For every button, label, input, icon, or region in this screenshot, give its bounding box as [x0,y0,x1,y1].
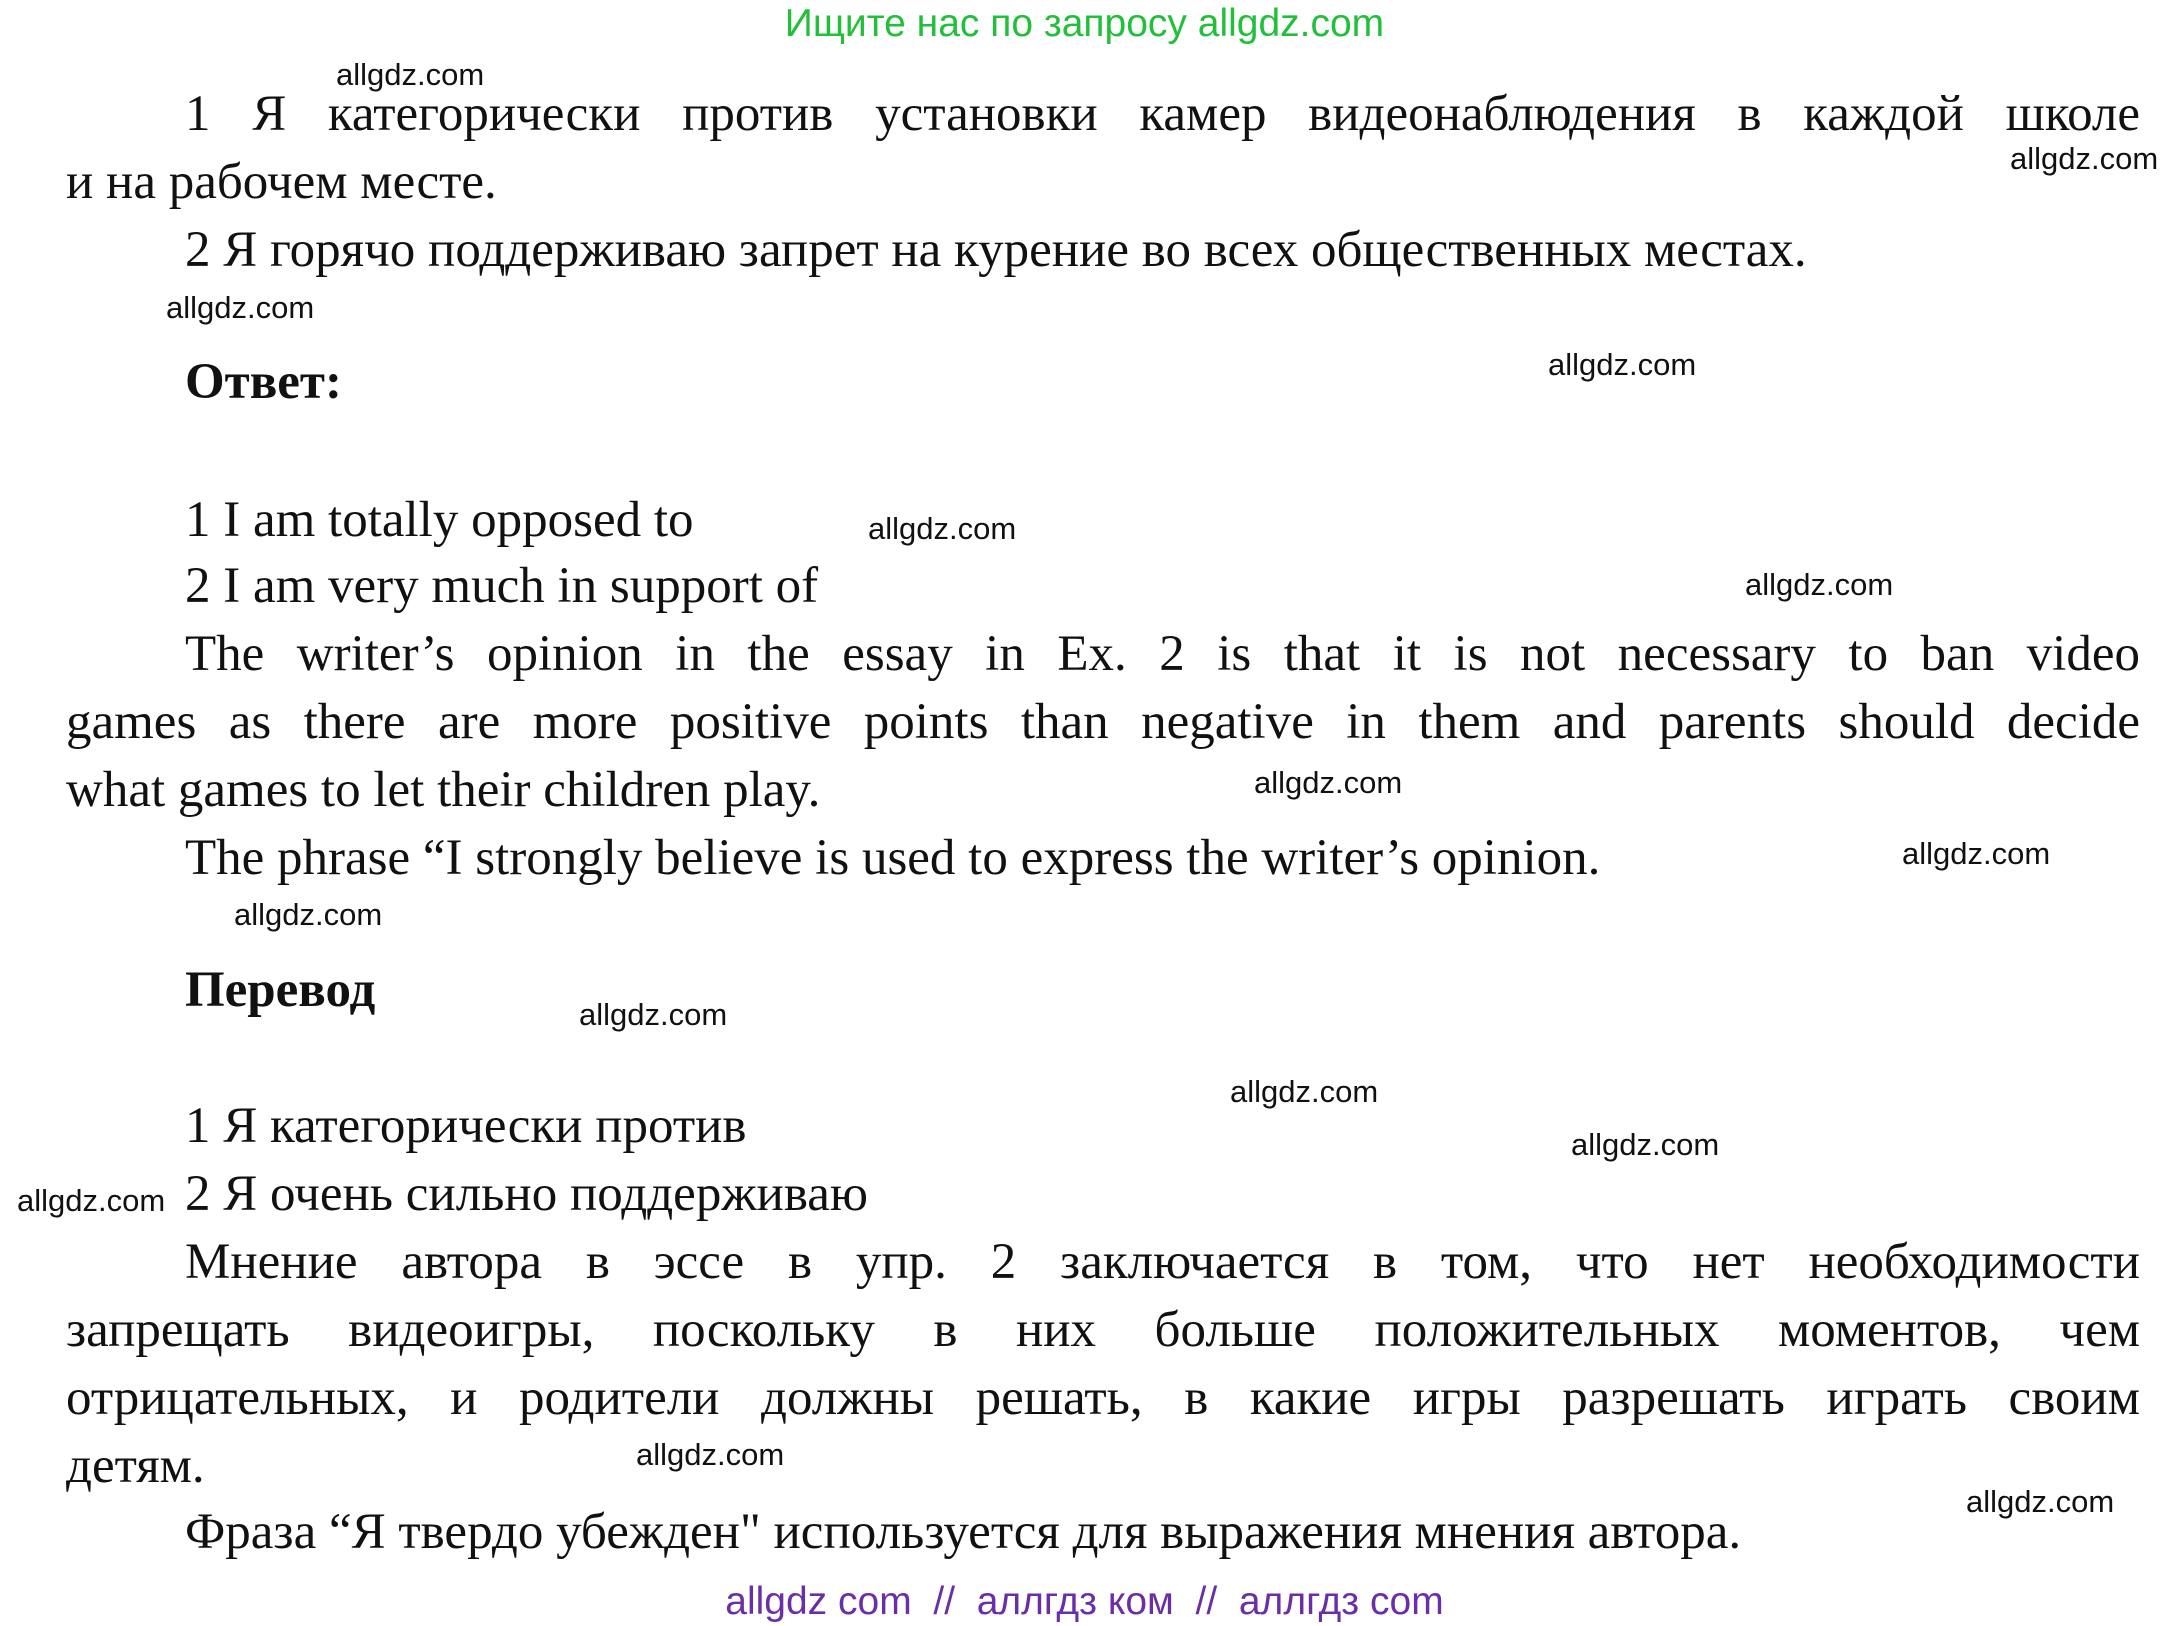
watermark: allgdz.com [1745,567,1894,602]
answer-heading: Ответ: [185,354,342,410]
watermark: allgdz.com [234,897,383,932]
answer-paragraph-line-3: what games to let their children play. [66,762,821,818]
watermark: allgdz.com [1902,836,2051,871]
watermark: allgdz.com [1966,1484,2115,1519]
watermark: allgdz.com [166,290,315,325]
translation-heading: Перевод [185,962,376,1018]
watermark: allgdz.com [868,511,1017,546]
header-search-hint: Ищите нас по запросу allgdz.com [784,2,1385,45]
translation-line-1: 1 Я категорически против [185,1098,747,1154]
translation-paragraph-line-3: отрицательных, и родители должны решать, в какие игры разрешать играть своим [66,1370,2140,1426]
footer-links: allgdz com // аллгдз ком // аллгдз com [725,1580,1444,1623]
watermark: allgdz.com [579,997,728,1032]
translation-paragraph-line-1: Мнение автора в эссе в упр. 2 заключается в том, что нет необходимости [185,1234,2140,1290]
answer-paragraph-line-1: The writer’s opinion in the essay in Ex. 2 is that it is not necessary to ban video [185,626,2140,682]
translation-line-2: 2 Я очень сильно поддерживаю [185,1166,868,1222]
watermark: allgdz.com [1548,347,1697,382]
watermark: allgdz.com [336,57,485,92]
watermark: allgdz.com [17,1183,166,1218]
watermark: allgdz.com [1571,1127,1720,1162]
watermark: allgdz.com [1254,765,1403,800]
watermark: allgdz.com [636,1437,785,1472]
watermark: allgdz.com [1230,1074,1379,1109]
answer-line-1: 1 I am totally opposed to [185,492,694,548]
translation-paragraph-line-4: детям. [66,1438,205,1494]
translation-paragraph-line-2: запрещать видеоигры, поскольку в них больше положительных моментов, чем [66,1302,2140,1358]
task-line-1: 1 Я категорически против установки камер видеонаблюдения в каждой школе [185,86,2140,142]
answer-paragraph-2: The phrase “I strongly believe is used to express the writer’s opinion. [185,830,1601,886]
answer-line-2: 2 I am very much in support of [185,558,819,614]
task-line-2: 2 Я горячо поддерживаю запрет на курение во всех общественных местах. [185,222,1807,278]
answer-paragraph-line-2: games as there are more positive points than negative in them and parents should decide [66,694,2140,750]
watermark: allgdz.com [2010,141,2159,176]
task-line-1-continuation: и на рабочем месте. [66,154,497,210]
translation-paragraph-2: Фраза “Я твердо убежден" используется для выражения мнения автора. [185,1504,1742,1560]
